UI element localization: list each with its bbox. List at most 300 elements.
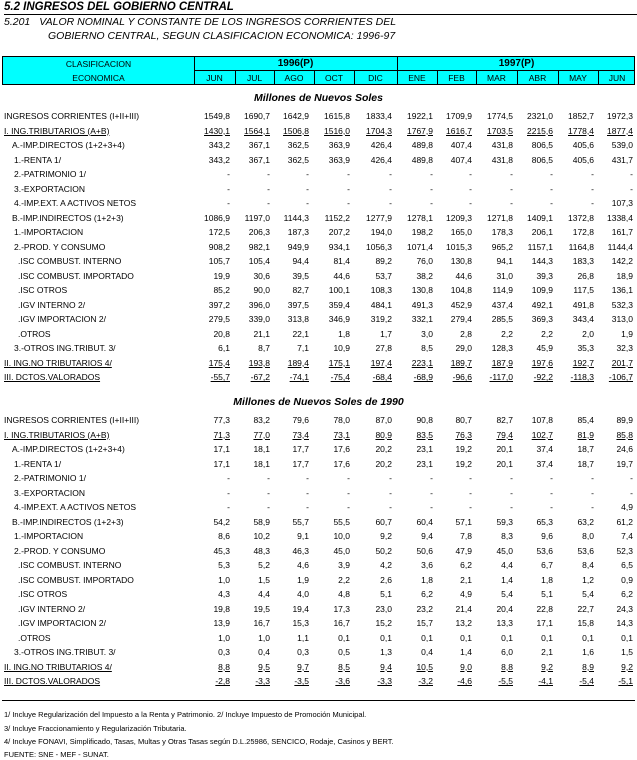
table-row (0, 153, 637, 167)
row-value: 83,2 (253, 415, 270, 425)
row-value: - (267, 502, 270, 512)
row-label: 1.-IMPORTACION (14, 227, 84, 237)
row-value: 1704,3 (366, 125, 392, 136)
row-value: -4,6 (457, 676, 472, 686)
row-value: 2,2 (541, 328, 553, 339)
row-value: - (550, 487, 553, 498)
row-value: - (227, 487, 230, 498)
row-value: 4,6 (297, 560, 309, 570)
row-value: 17,1 (213, 458, 230, 469)
row-value: - (227, 473, 230, 483)
row-value: 22,7 (577, 603, 594, 614)
row-value: 6,5 (621, 560, 633, 570)
row-value: -67,2 (250, 372, 270, 382)
row-label: III. DCTOS.VALORADOS (4, 676, 101, 686)
row-value: 19,2 (455, 444, 472, 454)
row-value: 65,3 (536, 516, 553, 527)
row-value: 0,3 (297, 647, 309, 657)
header-year-1997: 1997(P) (498, 58, 535, 69)
row-value: -74,1 (289, 372, 309, 382)
row-value: 78,0 (333, 415, 350, 425)
row-value: 7,1 (297, 343, 309, 353)
row-label: II. ING.NO TRIBUTARIOS 4/ (4, 661, 112, 672)
row-value: 806,5 (531, 154, 553, 165)
row-value: 58,9 (253, 516, 270, 527)
row-value: 1,5 (621, 647, 633, 657)
row-value: 37,4 (536, 458, 553, 469)
row-value: 17,7 (292, 444, 309, 454)
row-value: - (550, 502, 553, 512)
row-value: 13,9 (213, 618, 230, 628)
row-value: 83,5 (416, 429, 433, 440)
row-value: 13,2 (455, 618, 472, 628)
table-row (0, 167, 637, 181)
row-value: 0,1 (582, 632, 594, 643)
row-value: 45,0 (496, 545, 513, 556)
row-value: 24,6 (616, 444, 633, 454)
row-value: 50,2 (375, 545, 392, 556)
row-value: 8,5 (338, 661, 350, 672)
table-row (0, 558, 637, 572)
row-value: 1,8 (338, 328, 350, 339)
row-value: 1615,8 (324, 111, 350, 121)
row-value: 89,2 (375, 256, 392, 266)
row-value: 198,2 (411, 227, 433, 237)
row-value: 102,7 (531, 429, 553, 440)
row-value: 19,5 (253, 603, 270, 614)
row-label: I. ING.TRIBUTARIOS (A+B) (4, 125, 110, 136)
row-value: - (591, 502, 594, 512)
row-value: 4,9 (621, 502, 633, 512)
row-value: - (347, 198, 350, 208)
table-row (0, 428, 637, 442)
row-value: 16,7 (333, 618, 350, 628)
row-label: 3.-EXPORTACION (14, 487, 86, 498)
row-value: - (430, 502, 433, 512)
row-value: 431,8 (491, 154, 513, 165)
table-row (0, 312, 637, 326)
row-value: - (389, 487, 392, 498)
row-value: 53,6 (536, 545, 553, 556)
row-value: 20,4 (496, 603, 513, 614)
row-value: - (267, 183, 270, 194)
row-value: - (306, 169, 309, 179)
row-value: - (267, 198, 270, 208)
row-value: -75,4 (330, 372, 350, 382)
header-month: ABR (528, 73, 547, 83)
row-value: - (510, 473, 513, 483)
row-value: 6,1 (218, 343, 230, 353)
row-value: 367,1 (248, 154, 270, 165)
row-label: B.-IMP.INDIRECTOS (1+2+3) (12, 516, 124, 527)
row-value: 14,3 (616, 618, 633, 628)
row-label: 2.-PATRIMONIO 1/ (14, 473, 86, 483)
row-value: 9,2 (541, 661, 553, 672)
row-value: - (389, 198, 392, 208)
row-value: - (469, 198, 472, 208)
row-value: - (469, 487, 472, 498)
header-month: OCT (325, 73, 343, 83)
row-value: 44,6 (333, 270, 350, 281)
row-value: 8,7 (258, 343, 270, 353)
row-value: 130,8 (411, 285, 433, 295)
row-value: 1616,7 (446, 125, 472, 136)
row-value: 194,0 (370, 227, 392, 237)
row-value: - (227, 198, 230, 208)
row-value: 77,0 (253, 429, 270, 440)
row-value: 55,7 (292, 516, 309, 527)
row-value: 3,9 (338, 560, 350, 570)
row-value: 80,9 (375, 429, 392, 440)
row-value: 0,1 (338, 632, 350, 643)
row-value: 31,0 (496, 270, 513, 281)
row-value: 89,9 (616, 415, 633, 425)
row-value: 1278,1 (407, 212, 433, 223)
table-row (0, 602, 637, 616)
row-value: 20,1 (496, 444, 513, 454)
row-value: 19,4 (292, 603, 309, 614)
row-value: 18,1 (253, 458, 270, 469)
row-label: .OTROS (18, 632, 51, 643)
row-value: 19,8 (213, 603, 230, 614)
row-value: 0,1 (421, 632, 433, 643)
row-value: 431,7 (611, 154, 633, 165)
row-value: 189,4 (287, 357, 309, 368)
row-value: 8,8 (501, 661, 513, 672)
row-value: 279,5 (208, 314, 230, 324)
row-value: 313,0 (611, 314, 633, 324)
row-value: 343,2 (208, 140, 230, 150)
row-value: 0,1 (501, 632, 513, 643)
row-value: 1164,8 (568, 241, 594, 252)
header-month: FEB (448, 73, 465, 83)
row-value: 1,0 (218, 632, 230, 643)
row-value: 1,9 (621, 328, 633, 339)
row-value: 46,3 (292, 545, 309, 556)
row-value: 1516,0 (324, 125, 350, 136)
row-value: 54,2 (213, 516, 230, 527)
row-value: 10,5 (416, 661, 433, 672)
row-value: 76,3 (455, 429, 472, 440)
row-value: 1,1 (297, 632, 309, 643)
row-value: 1564,1 (244, 125, 270, 136)
row-value: 1056,3 (366, 241, 392, 252)
row-value: 1,4 (501, 574, 513, 585)
row-label: .ISC COMBUST. INTERNO (18, 560, 122, 570)
row-value: - (430, 198, 433, 208)
row-value: 161,7 (611, 227, 633, 237)
row-value: - (630, 183, 633, 194)
row-value: 1071,4 (407, 241, 433, 252)
row-value: 82,7 (292, 285, 309, 295)
row-value: - (347, 473, 350, 483)
row-value: 0,5 (338, 647, 350, 657)
row-value: 437,4 (491, 299, 513, 310)
row-value: 4,3 (218, 589, 230, 599)
row-value: 79,4 (496, 429, 513, 440)
row-label: .ISC OTROS (18, 285, 68, 295)
row-value: 23,0 (375, 603, 392, 614)
row-value: 23,2 (416, 603, 433, 614)
row-value: 20,2 (375, 444, 392, 454)
row-value: -5,4 (579, 676, 594, 686)
table-title-line1 (4, 16, 396, 28)
row-value: 1015,3 (446, 241, 472, 252)
row-value: 362,5 (287, 154, 309, 165)
row-value: 6,2 (421, 589, 433, 599)
row-value: 1877,4 (607, 125, 633, 136)
header-month: JUL (246, 73, 263, 83)
row-value: 5,1 (380, 589, 392, 599)
row-value: 1767,9 (407, 125, 433, 136)
row-label: .IGV IMPORTACION 2/ (18, 618, 107, 628)
row-value: 13,3 (496, 618, 513, 628)
row-value: - (347, 487, 350, 498)
table-row (0, 457, 637, 471)
row-value: 63,2 (577, 516, 594, 527)
row-value: 17,6 (333, 458, 350, 469)
row-value: 1833,4 (366, 111, 392, 121)
row-value: 431,8 (491, 140, 513, 150)
row-value: 489,8 (411, 154, 433, 165)
row-value: 397,5 (287, 299, 309, 310)
row-value: 6,2 (621, 589, 633, 599)
row-value: 9,4 (380, 661, 392, 672)
row-value: - (267, 169, 270, 179)
table-row (0, 413, 637, 427)
row-label: .IGV IMPORTACION 2/ (18, 314, 107, 324)
row-value: -55,7 (210, 372, 230, 382)
row-value: 223,1 (411, 357, 433, 368)
row-value: 23,1 (416, 458, 433, 469)
row-label: I. ING.TRIBUTARIOS (A+B) (4, 429, 110, 440)
row-value: - (430, 169, 433, 179)
row-value: - (469, 473, 472, 483)
row-value: 38,2 (416, 270, 433, 281)
row-value: 17,7 (292, 458, 309, 469)
row-value: 87,0 (375, 415, 392, 425)
row-value: 197,6 (531, 357, 553, 368)
row-value: - (591, 198, 594, 208)
row-label: 4.-IMP.EXT. A ACTIVOS NETOS (14, 502, 137, 512)
row-value: - (550, 473, 553, 483)
row-value: 367,1 (248, 140, 270, 150)
row-value: - (630, 169, 633, 179)
row-value: 9,4 (421, 531, 433, 541)
row-value: 3,6 (421, 560, 433, 570)
row-value: 1,2 (582, 574, 594, 585)
row-value: 100,1 (328, 285, 350, 295)
row-value: 8,0 (582, 531, 594, 541)
row-value: 48,3 (253, 545, 270, 556)
row-value: 105,4 (248, 256, 270, 266)
row-value: 39,3 (536, 270, 553, 281)
row-value: 22,1 (292, 328, 309, 339)
table-row (0, 196, 637, 210)
row-value: 908,2 (208, 241, 230, 252)
row-value: 2,8 (460, 328, 472, 339)
row-value: 94,1 (496, 256, 513, 266)
row-value: 1197,0 (244, 212, 270, 223)
table-row (0, 211, 637, 225)
row-value: - (591, 183, 594, 194)
row-value: 85,4 (577, 415, 594, 425)
row-value: 362,5 (287, 140, 309, 150)
row-value: - (591, 487, 594, 498)
row-value: 1549,8 (204, 111, 230, 121)
row-value: 332,1 (411, 314, 433, 324)
row-value: 0,9 (621, 574, 633, 585)
row-value: 5,1 (541, 589, 553, 599)
row-value: 0,1 (380, 632, 392, 643)
row-value: - (389, 473, 392, 483)
row-value: - (430, 473, 433, 483)
row-value: 17,6 (333, 444, 350, 454)
row-value: 0,3 (218, 647, 230, 657)
row-label: .ISC COMBUST. IMPORTADO (18, 574, 134, 585)
row-value: 1,0 (218, 574, 230, 585)
row-label: INGRESOS CORRIENTES (I+II+III) (4, 415, 140, 425)
table-row (0, 515, 637, 529)
row-value: -92,2 (533, 372, 553, 382)
row-value: 0,1 (621, 632, 633, 643)
row-value: 1277,9 (366, 212, 392, 223)
row-value: - (430, 183, 433, 194)
row-label: 3.-OTROS ING.TRIBUT. 3/ (14, 343, 116, 353)
row-value: - (267, 487, 270, 498)
row-value: 10,0 (333, 531, 350, 541)
row-value: - (469, 183, 472, 194)
row-value: 1144,3 (283, 212, 309, 223)
row-value: 0,1 (460, 632, 472, 643)
header-month: MAY (569, 73, 587, 83)
row-value: 363,9 (328, 154, 350, 165)
table-row (0, 544, 637, 558)
row-value: - (510, 169, 513, 179)
table-row (0, 356, 637, 370)
row-value: 396,0 (248, 299, 270, 310)
row-value: 45,3 (213, 545, 230, 556)
row-value: 1972,3 (607, 111, 633, 121)
header-month: JUN (608, 73, 626, 83)
section-title: 5.2 INGRESOS DEL GOBIERNO CENTRAL (4, 1, 234, 13)
row-value: 21,1 (253, 328, 270, 339)
row-value: 949,9 (287, 241, 309, 252)
row-value: 1209,3 (446, 212, 472, 223)
row-value: - (591, 169, 594, 179)
row-label: .ISC COMBUST. INTERNO (18, 256, 122, 266)
row-value: 1372,8 (568, 212, 594, 223)
header-label-bottom: ECONOMICA (72, 73, 125, 83)
row-value: 1152,2 (324, 212, 350, 223)
row-value: 1157,1 (527, 241, 553, 252)
row-value: 37,4 (536, 444, 553, 454)
row-value: 193,8 (248, 357, 270, 368)
row-value: 77,3 (213, 415, 230, 425)
row-value: 18,7 (577, 444, 594, 454)
row-value: - (591, 473, 594, 483)
row-value: - (550, 183, 553, 194)
row-value: 90,0 (253, 285, 270, 295)
table-row (0, 616, 637, 630)
row-value: 23,1 (416, 444, 433, 454)
row-value: 1922,1 (407, 111, 433, 121)
row-value: 397,2 (208, 299, 230, 310)
row-label: .ISC COMBUST. IMPORTADO (18, 270, 134, 281)
row-value: 165,0 (450, 227, 472, 237)
row-value: 4,4 (501, 560, 513, 570)
row-value: 1,7 (380, 328, 392, 339)
row-value: 319,2 (370, 314, 392, 324)
row-value: 44,6 (455, 270, 472, 281)
row-value: 189,7 (450, 357, 472, 368)
row-value: 81,4 (333, 256, 350, 266)
row-value: 117,5 (573, 285, 594, 295)
row-label: .IGV INTERNO 2/ (18, 299, 86, 310)
row-value: -68,9 (413, 372, 433, 382)
row-value: - (630, 473, 633, 483)
table-row (0, 138, 637, 152)
row-value: 806,5 (531, 140, 553, 150)
table-row (0, 674, 637, 688)
row-label: .IGV INTERNO 2/ (18, 603, 86, 614)
row-value: 492,1 (531, 299, 553, 310)
table-row (0, 225, 637, 239)
row-value: - (306, 198, 309, 208)
table-row (0, 587, 637, 601)
row-label: 1.-RENTA 1/ (14, 458, 62, 469)
row-value: 17,1 (213, 444, 230, 454)
row-value: 2,1 (541, 647, 553, 657)
row-value: 6,7 (541, 560, 553, 570)
row-value: 343,4 (572, 314, 594, 324)
row-value: 175,4 (208, 357, 230, 368)
row-value: 1144,4 (607, 241, 633, 252)
row-value: 339,0 (248, 314, 270, 324)
row-value: 1852,7 (568, 111, 594, 121)
row-value: 1,3 (380, 647, 392, 657)
row-value: 9,5 (258, 661, 270, 672)
row-value: 3,0 (421, 328, 433, 339)
row-value: 1703,5 (487, 125, 513, 136)
row-label: .OTROS (18, 328, 51, 339)
row-value: 1409,1 (527, 212, 553, 223)
table-row (0, 327, 637, 341)
row-value: 82,7 (496, 415, 513, 425)
row-value: 50,6 (416, 545, 433, 556)
row-value: 81,9 (577, 429, 594, 440)
row-value: 192,7 (572, 357, 594, 368)
row-value: 21,4 (455, 603, 472, 614)
row-value: 60,4 (416, 516, 433, 527)
row-value: 85,8 (616, 429, 633, 440)
row-value: 539,0 (611, 140, 633, 150)
row-value: 6,0 (501, 647, 513, 657)
row-label: 2.-PROD. Y CONSUMO (14, 545, 106, 556)
row-value: 79,6 (292, 415, 309, 425)
row-value: 2321,0 (527, 111, 553, 121)
row-value: 7,8 (460, 531, 472, 541)
footnote-3: 4/ Incluye FONAVI, Simplificado, Tasas, Multas y Otras Tasas según D.L.25986, SENCICO, Rodaje, Casinos y BERT. (4, 737, 394, 746)
row-value: 172,5 (208, 227, 230, 237)
table-title-text: VALOR NOMINAL Y CONSTANTE DE LOS INGRESOS CORRIENTES DEL (39, 16, 397, 28)
row-value: 8,9 (582, 661, 594, 672)
row-value: 8,8 (218, 661, 230, 672)
section-heading: Millones de Nuevos Soles de 1990 (233, 396, 404, 408)
row-value: 279,4 (450, 314, 472, 324)
row-value: 53,7 (375, 270, 392, 281)
row-value: - (267, 473, 270, 483)
